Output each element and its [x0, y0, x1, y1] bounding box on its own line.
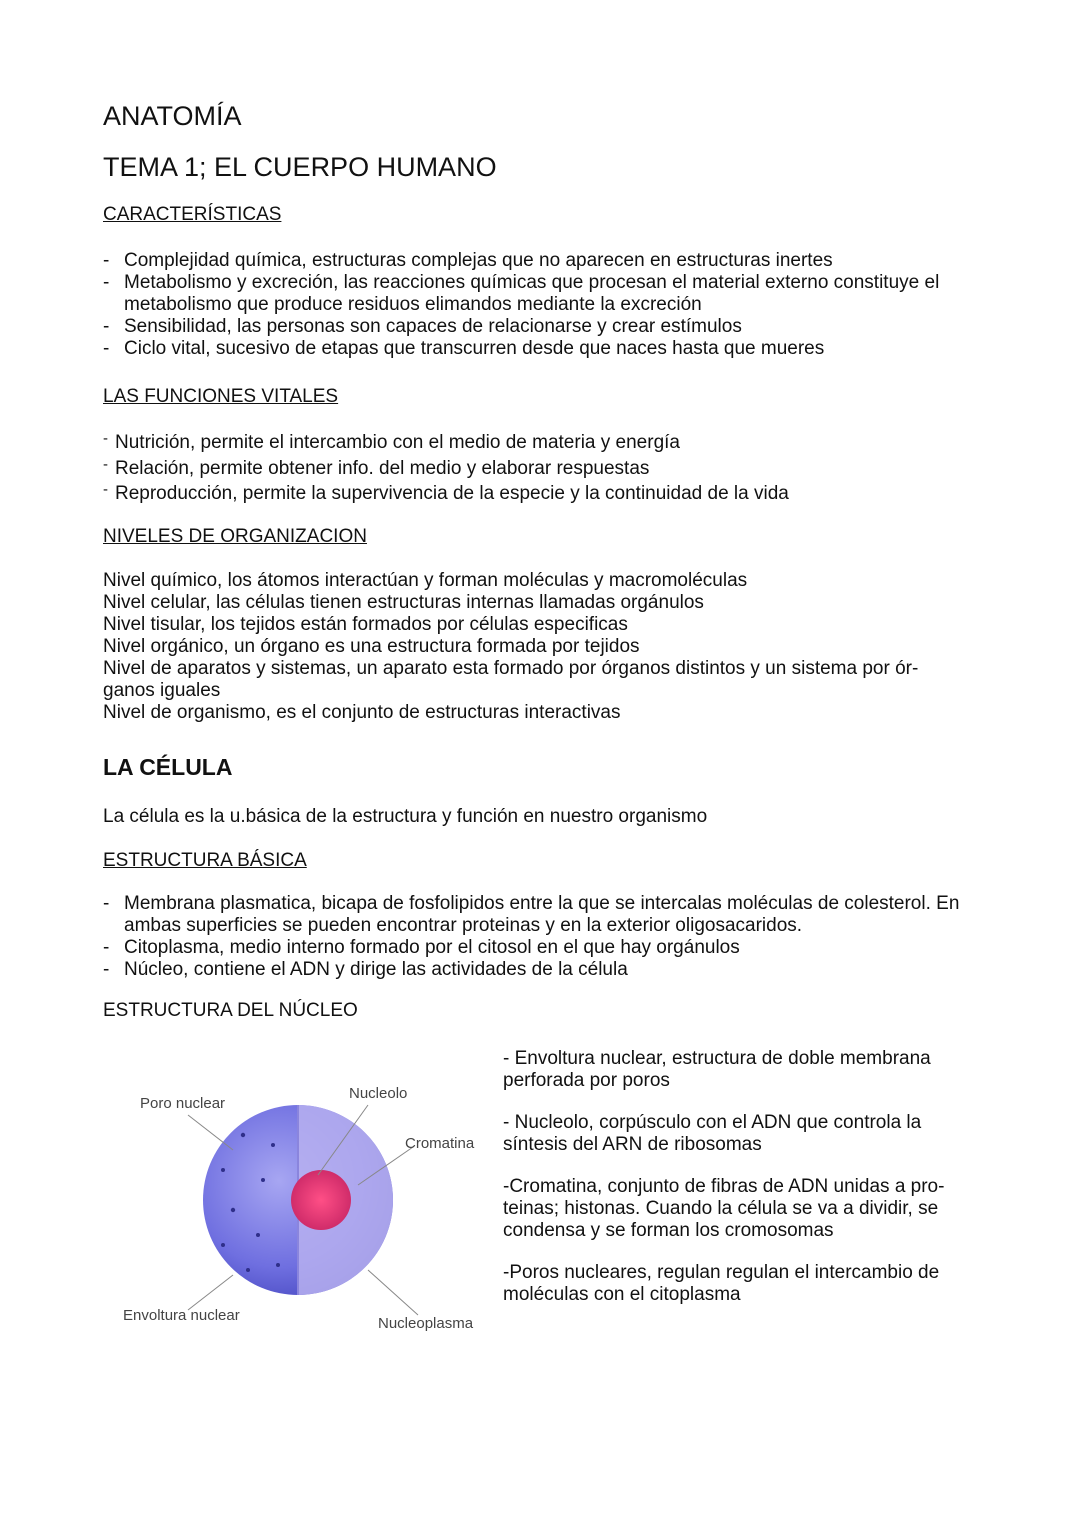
description-item: -Poros nucleares, regulan regulan el intercambio de moléculas con el citoplasma — [503, 1262, 940, 1305]
list-item: - Membrana plasmatica, bicapa de fosfolipidos entre la que se intercalas moléculas de colesterol. En ambas superficies se pueden encontrar proteinas y en la exterior oligosacaridos. — [103, 893, 983, 937]
funciones-list — [103, 430, 983, 507]
list-item: Nivel químico, los átomos interactúan y forman moléculas y macromoléculas — [103, 570, 748, 591]
section-heading-niveles: NIVELES DE ORGANIZACION — [103, 526, 367, 547]
nucleus-diagram — [113, 1075, 483, 1340]
section-heading-caracteristicas: CARACTERÍSTICAS — [103, 204, 282, 225]
label-nucleoplasma: Nucleoplasma — [378, 1315, 474, 1332]
list-item: - Citoplasma, medio interno formado por el citosol en el que hay orgánulos — [103, 937, 983, 959]
list-item: - Núcleo, contiene el ADN y dirige las actividades de la célula — [103, 959, 983, 981]
nucleo-descriptions — [503, 1048, 973, 1326]
caracteristicas-list — [103, 250, 983, 360]
nucleolus-shape — [291, 1170, 351, 1230]
list-item: - Reproducción, permite la supervivencia de la especie y la continuidad de la vida — [103, 481, 983, 507]
list-item: Nivel celular, las células tienen estructuras internas llamadas orgánulos — [103, 592, 704, 613]
envoltura-leader — [188, 1275, 233, 1310]
label-cromatina: Cromatina — [405, 1135, 475, 1152]
label-nucleolo: Nucleolo — [349, 1085, 408, 1102]
label-envoltura-nuclear: Envoltura nuclear — [123, 1307, 240, 1324]
list-item: Nivel orgánico, un órgano es una estructura formada por tejidos — [103, 636, 640, 657]
niveles-list — [103, 570, 973, 724]
nucleoplasma-leader — [368, 1270, 418, 1315]
nucleus-illustration — [113, 1075, 483, 1340]
section-heading-funciones: LAS FUNCIONES VITALES — [103, 386, 339, 407]
poro-leader — [188, 1115, 233, 1150]
list-item: Nivel tisular, los tejidos están formados por células especificas — [103, 614, 628, 635]
list-item: Nivel de aparatos y sistemas, un aparato esta formado por órganos distintos y un sistema por ór- ganos iguales — [103, 658, 919, 701]
list-item: - Metabolismo y excreción, las reacciones químicas que procesan el material externo constituye el metabolismo que produce residuos elimandos mediante la excreción — [103, 272, 983, 316]
page-title: ANATOMÍA — [103, 101, 242, 131]
list-item: - Nutrición, permite el intercambio con el medio de materia y energía — [103, 430, 983, 456]
page-subtitle: TEMA 1; EL CUERPO HUMANO — [103, 152, 497, 182]
label-poro-nuclear: Poro nuclear — [140, 1095, 226, 1112]
description-item: - Nucleolo, corpúsculo con el ADN que controla la síntesis del ARN de ribosomas — [503, 1112, 922, 1155]
list-item: - Ciclo vital, sucesivo de etapas que transcurren desde que naces hasta que mueres — [103, 338, 983, 360]
list-item: Nivel de organismo, es el conjunto de estructuras interactivas — [103, 702, 621, 723]
description-item: -Cromatina, conjunto de fibras de ADN unidas a pro- teinas; histonas. Cuando la célula se va a dividir, se condensa y se forman los cromosomas — [503, 1176, 945, 1241]
list-item: - Sensibilidad, las personas son capaces de relacionarse y crear estímulos — [103, 316, 983, 338]
celula-intro: La célula es la u.básica de la estructura y función en nuestro organismo — [103, 806, 708, 827]
section-heading-celula: LA CÉLULA — [103, 754, 233, 780]
section-heading-estructura: ESTRUCTURA BÁSICA — [103, 850, 307, 871]
list-item: - Complejidad química, estructuras complejas que no aparecen en estructuras inertes — [103, 250, 983, 272]
section-heading-nucleo: ESTRUCTURA DEL NÚCLEO — [103, 1000, 358, 1021]
estructura-list — [103, 893, 983, 981]
list-item: - Relación, permite obtener info. del medio y elaborar respuestas — [103, 456, 983, 482]
description-item: - Envoltura nuclear, estructura de doble membrana perforada por poros — [503, 1048, 931, 1091]
